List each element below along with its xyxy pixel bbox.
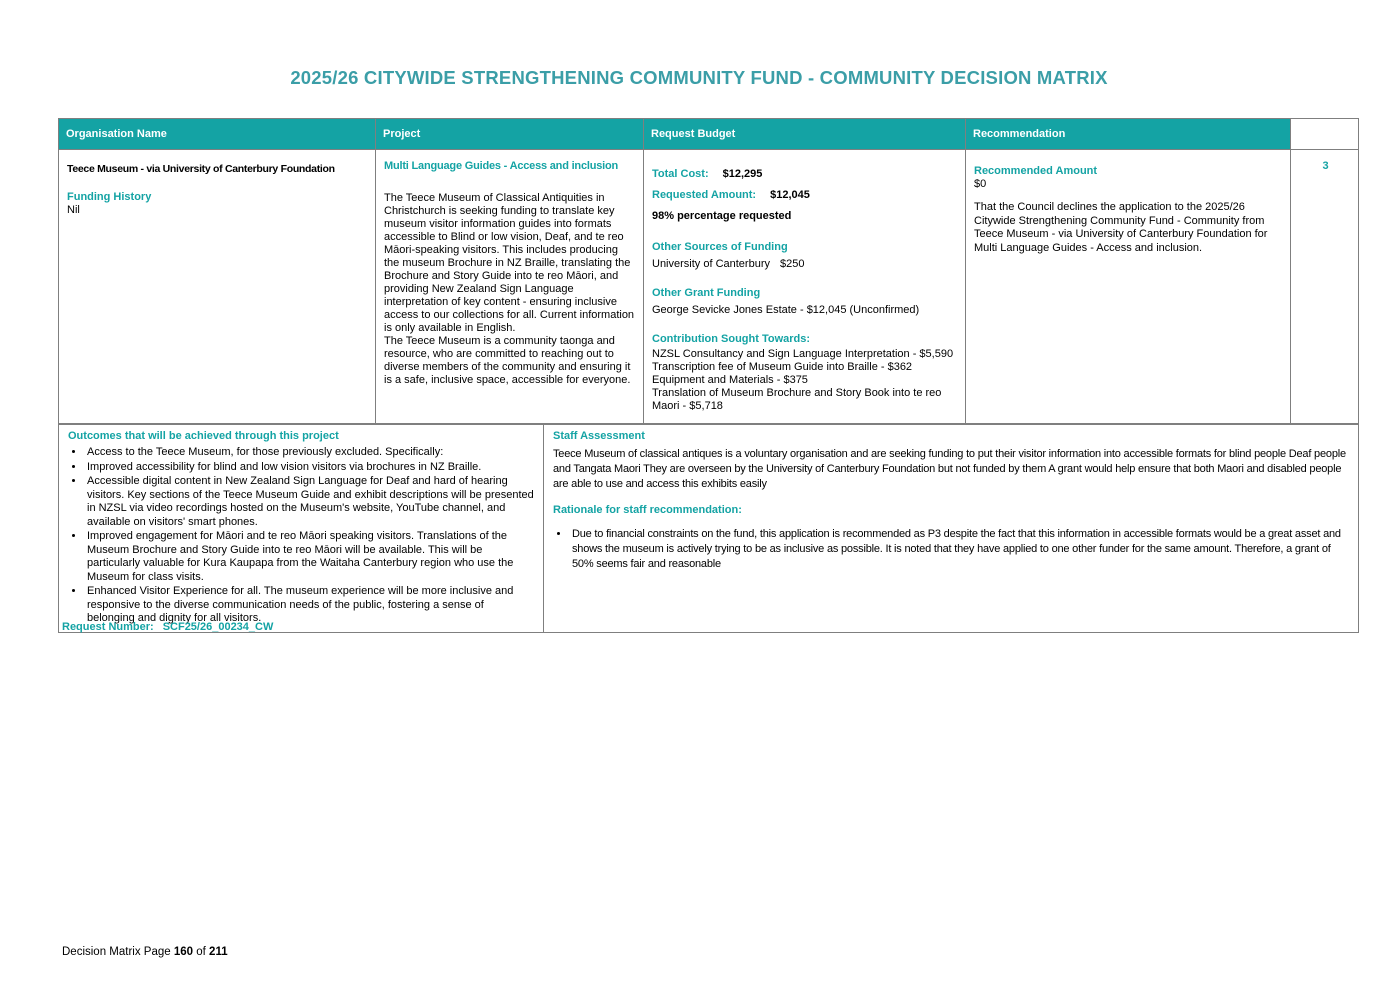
requested-amount-value: $12,045 xyxy=(770,189,810,201)
funding-history-label: Funding History xyxy=(67,191,152,203)
outcome-bullet: • Access to the Teece Museum, for those previously excluded. Specifically: xyxy=(85,446,534,460)
matrix-header-row xyxy=(59,119,1359,150)
contribution-item: Transcription fee of Museum Guide into Braille - $362 xyxy=(652,361,913,373)
footer-of: of xyxy=(196,946,206,958)
outcomes-panel xyxy=(59,425,544,633)
request-number-value: SCF25/26_00234_CW xyxy=(162,621,274,633)
budget-cell xyxy=(644,150,966,424)
staff-assessment-text: Teece Museum of classical antiques is a voluntary organisation and are seeking funding to put their visitor information into accessible formats for blind people Deaf people and Tangata Maori They are overseen by the University of Canterbury Foundation but not funded by them A grant would help ensure that both Maori and disabled people are able to use and access this exhibits easily xyxy=(553,448,1346,490)
recommended-amount-value: $0 xyxy=(974,178,987,190)
outcome-bullet: • Accessible digital content in New Zealand Sign Language for Deaf and hard of hearing visitors. Key sections of the Teece Museum Guide and exhibit descriptions will be presented in NZSL via video recordings hosted on the Museum's website, YouTube channel, and available on visitors' smart phones. xyxy=(85,475,534,529)
requested-amount-label: Requested Amount: xyxy=(652,189,757,201)
staff-assessment-title: Staff Assessment xyxy=(553,430,645,442)
other-sources-name: University of Canterbury xyxy=(652,258,770,270)
assessment-panels xyxy=(58,424,1359,633)
column-header-project: Project xyxy=(376,119,644,150)
footer-prefix: Decision Matrix Page xyxy=(62,946,171,958)
request-number-label: Request Number: xyxy=(62,621,154,633)
footer-total-pages: 211 xyxy=(209,946,228,958)
rationale-list xyxy=(553,527,1349,572)
other-grant-label: Other Grant Funding xyxy=(652,287,761,299)
rationale-label: Rationale for staff recommendation: xyxy=(553,504,742,516)
request-number xyxy=(62,621,273,633)
organisation-name: Teece Museum - via University of Canterbury Foundation xyxy=(67,163,335,175)
priority-cell xyxy=(1291,150,1359,424)
footer-page-number: 160 xyxy=(173,946,194,958)
decision-matrix-table xyxy=(58,118,1359,424)
project-description-2: The Teece Museum is a community taonga and resource, who are committed to reaching out to diverse members of the community and ensuring it is a safe, inclusive space, accessible for everyone. xyxy=(384,335,631,386)
outcomes-list xyxy=(68,446,534,626)
priority-number: 3 xyxy=(1322,160,1327,172)
other-sources-label: Other Sources of Funding xyxy=(652,241,788,253)
organisation-cell xyxy=(59,150,376,424)
other-sources-line xyxy=(652,257,957,272)
column-header-organisation: Organisation Name xyxy=(59,119,376,150)
other-sources-value: $250 xyxy=(780,258,805,270)
percentage-requested: 98% percentage requested xyxy=(652,210,792,222)
recommendation-text: That the Council declines the application to the 2025/26 Citywide Strengthening Community Fund - Community from Teece Museum - via University of Canterbury Foundation for Multi Language Guides - Access and inclusion. xyxy=(974,201,1268,254)
recommended-amount-label: Recommended Amount xyxy=(974,165,1098,177)
staff-assessment-panel xyxy=(544,425,1359,633)
column-header-recommendation: Recommendation xyxy=(966,119,1291,150)
column-header-priority xyxy=(1291,119,1359,150)
contribution-item: Translation of Museum Brochure and Story Book into te reo Maori - $5,718 xyxy=(652,387,942,412)
recommendation-cell xyxy=(966,150,1291,424)
project-cell xyxy=(376,150,644,424)
outcome-bullet: • Enhanced Visitor Experience for all. The museum experience will be more inclusive and responsive to the diverse communication needs of the public, fostering a sense of belonging and dignity for all visitors. xyxy=(85,585,534,626)
rationale-bullet: • Due to financial constraints on the fund, this application is recommended as P3 despite the fact that this information in accessible formats would be a great asset and shows the museum is actively trying to be as inclusive as possible. It is noted that they have applied to one other funder for the same amount. Therefore, a grant of 50% seems fair and reasonable xyxy=(570,527,1349,572)
total-cost-line xyxy=(652,168,957,181)
contribution-item: NZSL Consultancy and Sign Language Interpretation - $5,590 xyxy=(652,348,954,360)
matrix-body-row xyxy=(59,150,1359,424)
project-title: Multi Language Guides - Access and inclusion xyxy=(384,160,619,172)
column-header-budget: Request Budget xyxy=(644,119,966,150)
outcome-bullet: • Improved accessibility for blind and low vision visitors via brochures in NZ Braille. xyxy=(85,461,534,475)
contribution-list xyxy=(652,348,957,413)
other-grant-value: George Sevicke Jones Estate - $12,045 (Unconfirmed) xyxy=(652,304,920,316)
requested-amount-line xyxy=(652,189,957,202)
project-description-1: The Teece Museum of Classical Antiquities in Christchurch is seeking funding to translate key museum visitor information guides into formats accessible to Blind or low vision, Deaf, and te reo Māori-speaking visitors. This includes producing the museum Brochure in NZ Braille, translating the Brochure and Story Guide into te reo Māori, and providing New Zealand Sign Language interpretation of key content - ensuring inclusive access to our collections for all. Current information is only available in English. xyxy=(384,192,635,334)
outcome-bullet: • Improved engagement for Māori and te reo Māori speaking visitors. Translations of the Museum Brochure and Story Guide into te reo Māori will be available. This will be particularly valuable for Kura Kaupapa from the Waitaha Canterbury region who use the Museum for class visits. xyxy=(85,530,534,584)
contribution-label: Contribution Sought Towards: xyxy=(652,333,811,345)
contribution-item: Equipment and Materials - $375 xyxy=(652,374,808,386)
total-cost-value: $12,295 xyxy=(722,168,763,180)
outcomes-title: Outcomes that will be achieved through this project xyxy=(68,430,339,442)
total-cost-label: Total Cost: xyxy=(652,168,709,180)
funding-history-value: Nil xyxy=(67,204,80,216)
page-title: 2025/26 CITYWIDE STRENGTHENING COMMUNITY FUND - COMMUNITY DECISION MATRIX xyxy=(290,67,1108,88)
page-footer xyxy=(62,946,228,958)
